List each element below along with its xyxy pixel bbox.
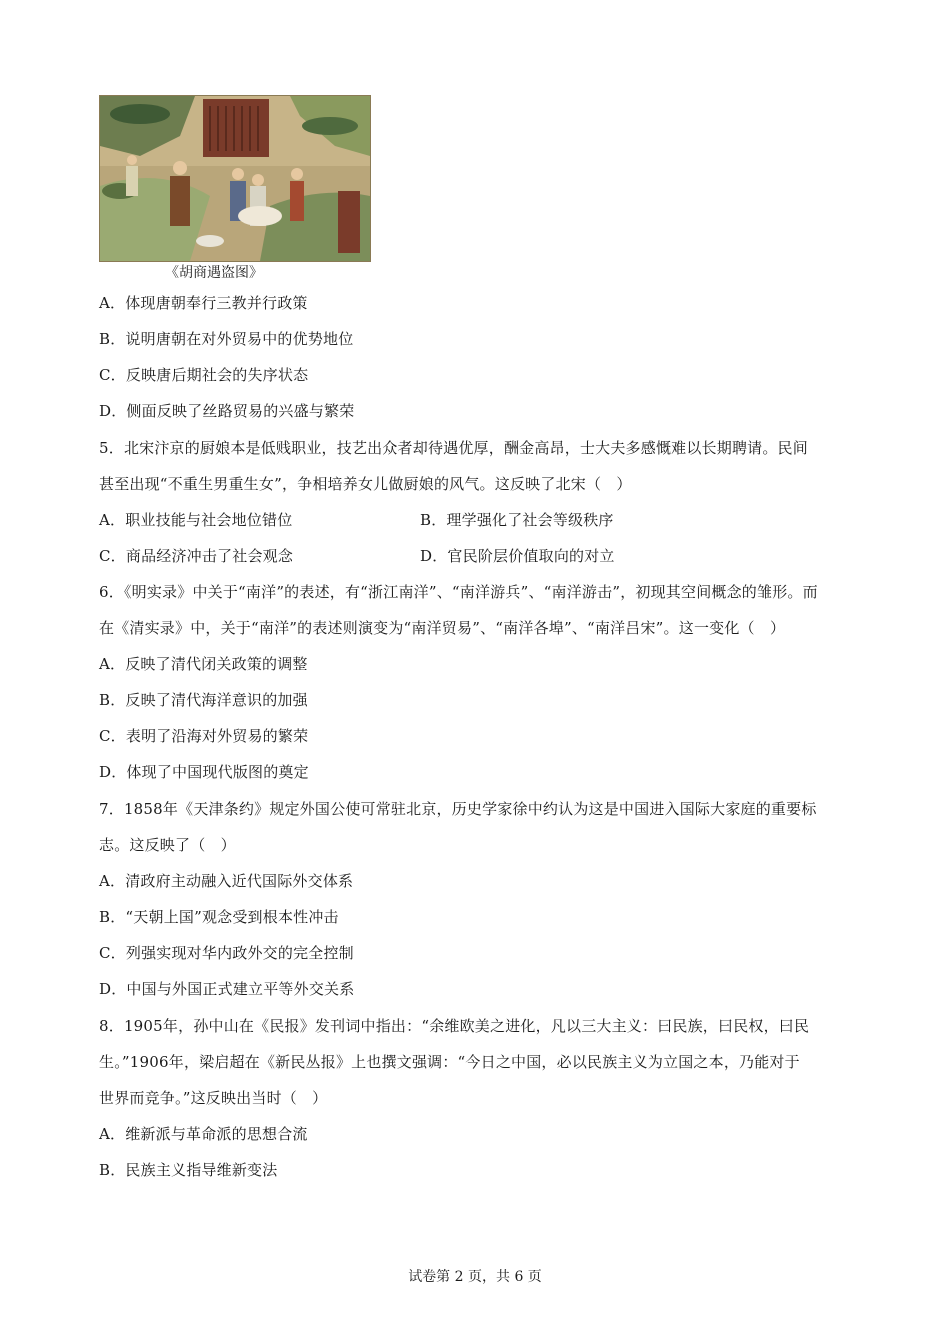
q5-stem-line-1: 5．北宋汴京的厨娘本是低贱职业，技艺出众者却待遇优厚，酬金高昂，士大夫多感慨难以长期聘请。民间	[99, 439, 808, 457]
q5-stem-line-2: 甚至出现“不重生男重生女”，争相培养女儿做厨娘的风气。这反映了北宋（ ）	[99, 475, 632, 493]
q6-option-d: D．体现了中国现代版图的奠定	[99, 763, 309, 781]
q8-stem-line-2: 生。”1906年，梁启超在《新民丛报》上也撰文强调：“今日之中国，必以民族主义为立国之本，乃能对于	[99, 1053, 800, 1071]
q6-stem-line-2: 在《清实录》中，关于“南洋”的表述则演变为“南洋贸易”、“南洋各埠”、“南洋吕宋”。这一变化（ ）	[99, 619, 786, 637]
q4-option-d: D．侧面反映了丝路贸易的兴盛与繁荣	[99, 402, 355, 420]
q7-option-b: B．“天朝上国”观念受到根本性冲击	[99, 908, 339, 926]
q6-option-a: A．反映了清代闭关政策的调整	[99, 655, 308, 673]
q8-stem-line-1: 8．1905年，孙中山在《民报》发刊词中指出：“余维欧美之进化，凡以三大主义：曰民族，曰民权，曰民	[99, 1017, 810, 1035]
mural-painting	[100, 96, 370, 261]
q6-option-b: B．反映了清代海洋意识的加强	[99, 691, 308, 709]
q5-option-c: C．商品经济冲击了社会观念	[99, 547, 294, 565]
mural-image	[99, 95, 371, 262]
q4-option-b: B．说明唐朝在对外贸易中的优势地位	[99, 330, 354, 348]
q7-option-c: C．列强实现对华内政外交的完全控制	[99, 944, 354, 962]
q6-stem-line-1: 6．《明实录》中关于“南洋”的表述，有“浙江南洋”、“南洋游兵”、“南洋游击”，初现其空间概念的雏形。而	[99, 583, 818, 601]
q4-option-a: A．体现唐朝奉行三教并行政策	[99, 294, 308, 312]
q7-stem-line-1: 7．1858年《天津条约》规定外国公使可常驻北京，历史学家徐中约认为这是中国进入国际大家庭的重要标	[99, 800, 817, 818]
q8-option-a: A．维新派与革命派的思想合流	[99, 1125, 308, 1143]
q8-stem-line-3: 世界而竞争。”这反映出当时（ ）	[99, 1089, 328, 1107]
q7-stem-line-2: 志。这反映了（ ）	[99, 836, 236, 854]
q8-option-b: B．民族主义指导维新变法	[99, 1161, 278, 1179]
figure-caption: 《胡商遇盗图》	[165, 265, 263, 281]
q7-option-a: A．清政府主动融入近代国际外交体系	[99, 872, 354, 890]
q5-option-a: A．职业技能与社会地位错位	[99, 511, 293, 529]
q5-option-b: B．理学强化了社会等级秩序	[420, 511, 614, 529]
q4-option-c: C．反映唐后期社会的失序状态	[99, 366, 309, 384]
q6-option-c: C．表明了沿海对外贸易的繁荣	[99, 727, 309, 745]
q7-option-d: D．中国与外国正式建立平等外交关系	[99, 980, 355, 998]
page-footer: 试卷第 2 页，共 6 页	[408, 1269, 542, 1285]
q5-option-d: D．官民阶层价值取向的对立	[420, 547, 615, 565]
